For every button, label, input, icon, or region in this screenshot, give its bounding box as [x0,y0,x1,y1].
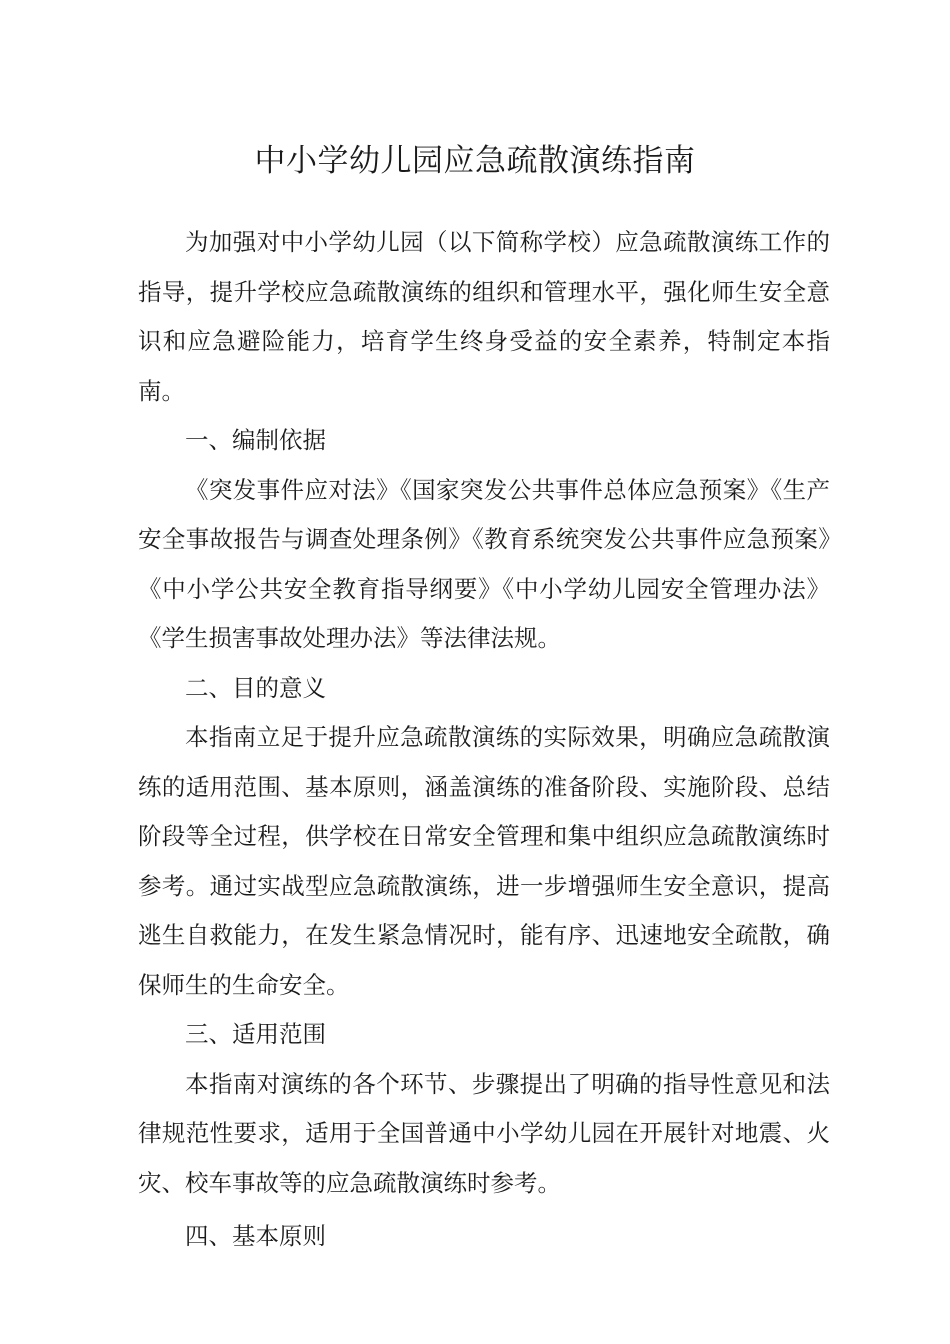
section-heading-basis: 一、编制依据 [185,426,326,454]
section-heading-principles: 四、基本原则 [185,1222,326,1250]
intro-paragraph: 为加强对中小学幼儿园（以下简称学校）应急疏散演练工作的指导，提升学校应急疏散演练的组织和管理水平，强化师生安全意识和应急避险能力，培育学生终身受益的安全素养，特制定本指南。 [138,228,830,405]
section-text-purpose: 本指南立足于提升应急疏散演练的实际效果，明确应急疏散演练的适用范围、基本原则，涵盖演练的准备阶段、实施阶段、总结阶段等全过程，供学校在日常安全管理和集中组织应急疏散演练时参考。通过实战型应急疏散演练，进一步增强师生安全意识，提高逃生自救能力，在发生紧急情况时，能有序、迅速地安全疏散，确保师生的生命安全。 [138,723,830,999]
document-title: 中小学幼儿园应急疏散演练指南 [254,143,696,179]
document-body [138,218,830,1262]
section-text-scope: 本指南对演练的各个环节、步骤提出了明确的指导性意见和法律规范性要求，适用于全国普通中小学幼儿园在开展针对地震、火灾、校车事故等的应急疏散演练时参考。 [138,1069,830,1197]
section-heading-purpose: 二、目的意义 [185,673,326,702]
section-heading-scope: 三、适用范围 [185,1020,326,1048]
section-text-basis: 《突发事件应对法》《国家突发公共事件总体应急预案》《生产安全事故报告与调查处理条例》《教育系统突发公共事件应急预案》《中小学公共安全教育指导纲要》《中小学幼儿园安全管理办法》《学生损害事故处理办法》等法律法规。 [138,475,830,652]
